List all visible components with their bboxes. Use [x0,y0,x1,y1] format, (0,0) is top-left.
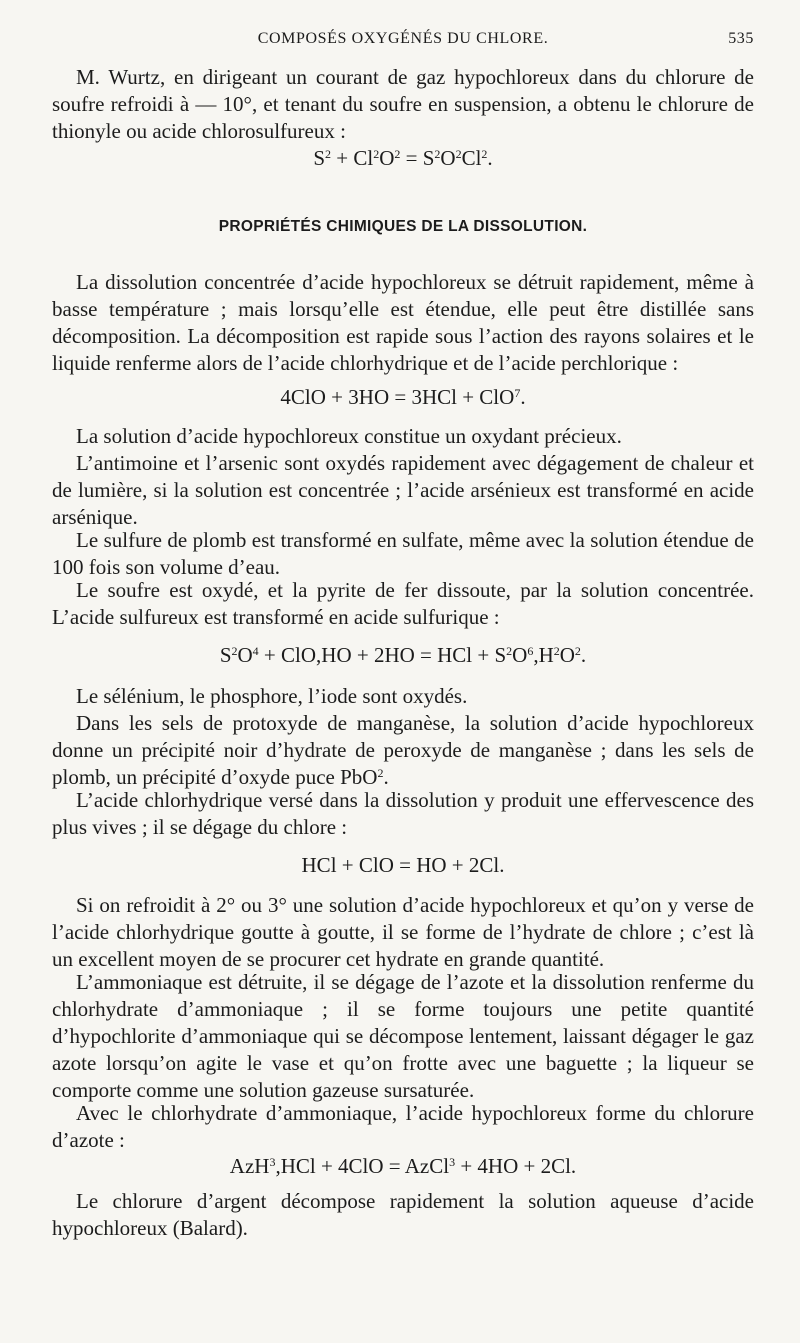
paragraph-text: L’ammoniaque est détruite, il se dégage de l’azote et la dissolution renferme du chlorhydrate d’ammoniaque ; il se forme toujours une petite quantité d’hypochlorite d’ammoniaque qui se décompose lentement, laissant dégager le gaz azote lorsqu’on agite le vase et qu’on frotte avec une baguette ; la liqueur se comporte comme une solution gazeuse sursaturée. [52,970,754,1102]
equation-azote: AzH$^3$,HCl + 4ClO = AzCl$^3$ + 4HO + 2Cl. [229,1154,577,1178]
paragraph-text: M. Wurtz, en dirigeant un courant de gaz hypochloreux dans du chlorure de soufre refroidi à — 10°, et tenant du soufre en suspension, a obtenu le chlorure de thionyle ou acide chlorosulfureux : [52,65,754,143]
paragraph-text: Le chlorure d’argent décompose rapidement la solution aqueuse d’acide hypochloreux (Balard). [52,1189,754,1240]
paragraph-text: Si on refroidit à 2° ou 3° une solution d’acide hypochloreux et qu’on y verse de l’acide chlorhydrique goutte à goutte, il se forme de l’hydrate de chlore ; c’est là un excellent moyen de se procurer cet hydrate en grande quantité. [52,893,754,971]
paragraph-soufre [52,577,754,631]
paragraph-oxydant [52,423,754,450]
paragraph-wurtz [52,64,754,145]
running-title: COMPOSÉS OXYGÉNÉS DU CHLORE. [257,30,549,47]
page-number: 535 [728,30,754,47]
paragraph-decomposition [52,269,754,377]
paragraph-text: Le soufre est oxydé, et la pyrite de fer dissoute, par la solution concentrée. L’acide sulfureux est transformé en acide sulfurique : [52,578,754,629]
paragraph-text: Le sélénium, le phosphore, l’iode sont oxydés. [76,684,468,708]
section-heading: PROPRIÉTÉS CHIMIQUES DE LA DISSOLUTION. [218,218,588,235]
paragraph-ammoniaque [52,969,754,1104]
paragraph-chlorure-azote [52,1100,754,1154]
paragraph-selenium [52,683,754,710]
paragraph-text: La dissolution concentrée d’acide hypochloreux se détruit rapidement, même à basse température ; mais lorsqu’elle est étendue, elle peut être distillée sans décomposition. La décomposition est rapide sous l’action des rayons solaires et le liquide renferme alors de l’acide chlorhydrique et de l’acide perchlorique : [52,270,754,375]
paragraph-manganese [52,710,754,791]
paragraph-hydrate-chlore [52,892,754,973]
equation-thionyle: $S^2 + Cl^2O^2 = S^2O^2Cl^2$. [313,146,493,170]
paragraph-sulfure-plomb [52,527,754,581]
paragraph-text: L’antimoine et l’arsenic sont oxydés rapidement avec dégagement de chaleur et de lumière, si la solution est concentrée ; l’acide arsénieux est transformé en acide arsénique. [52,451,754,529]
paragraph-text: Dans les sels de protoxyde de manganèse, la solution d’acide hypochloreux donne un précipité noir d’hydrate de peroxyde de manganèse ; dans les sels de plomb, un précipité d’oxyde puce PbO$^2$. [52,711,754,789]
paragraph-antimoine [52,450,754,531]
paragraph-chlorure-argent [52,1188,754,1242]
paragraph-text: Le sulfure de plomb est transformé en sulfate, même avec la solution étendue de 100 fois son volume d’eau. [52,528,754,579]
page-header [52,30,754,56]
paragraph-text: Avec le chlorhydrate d’ammoniaque, l’acide hypochloreux forme du chlorure d’azote : [52,1101,754,1152]
equation-chlore: HCl + ClO = HO + 2Cl. [301,853,505,877]
equation-perchlorique: 4ClO + 3HO = 3HCl + ClO$^7$. [280,385,526,409]
equation-sulfurique: $S^2O^4 + ClO,HO + 2HO$ = HCl + $S^2O^6,H^2O^2$. [219,643,587,667]
paragraph-text: L’acide chlorhydrique versé dans la dissolution y produit une effervescence des plus vives ; il se dégage du chlore : [52,788,754,839]
paragraph-acide-chlorhydrique [52,787,754,841]
paragraph-text: La solution d’acide hypochloreux constitue un oxydant précieux. [76,424,622,448]
